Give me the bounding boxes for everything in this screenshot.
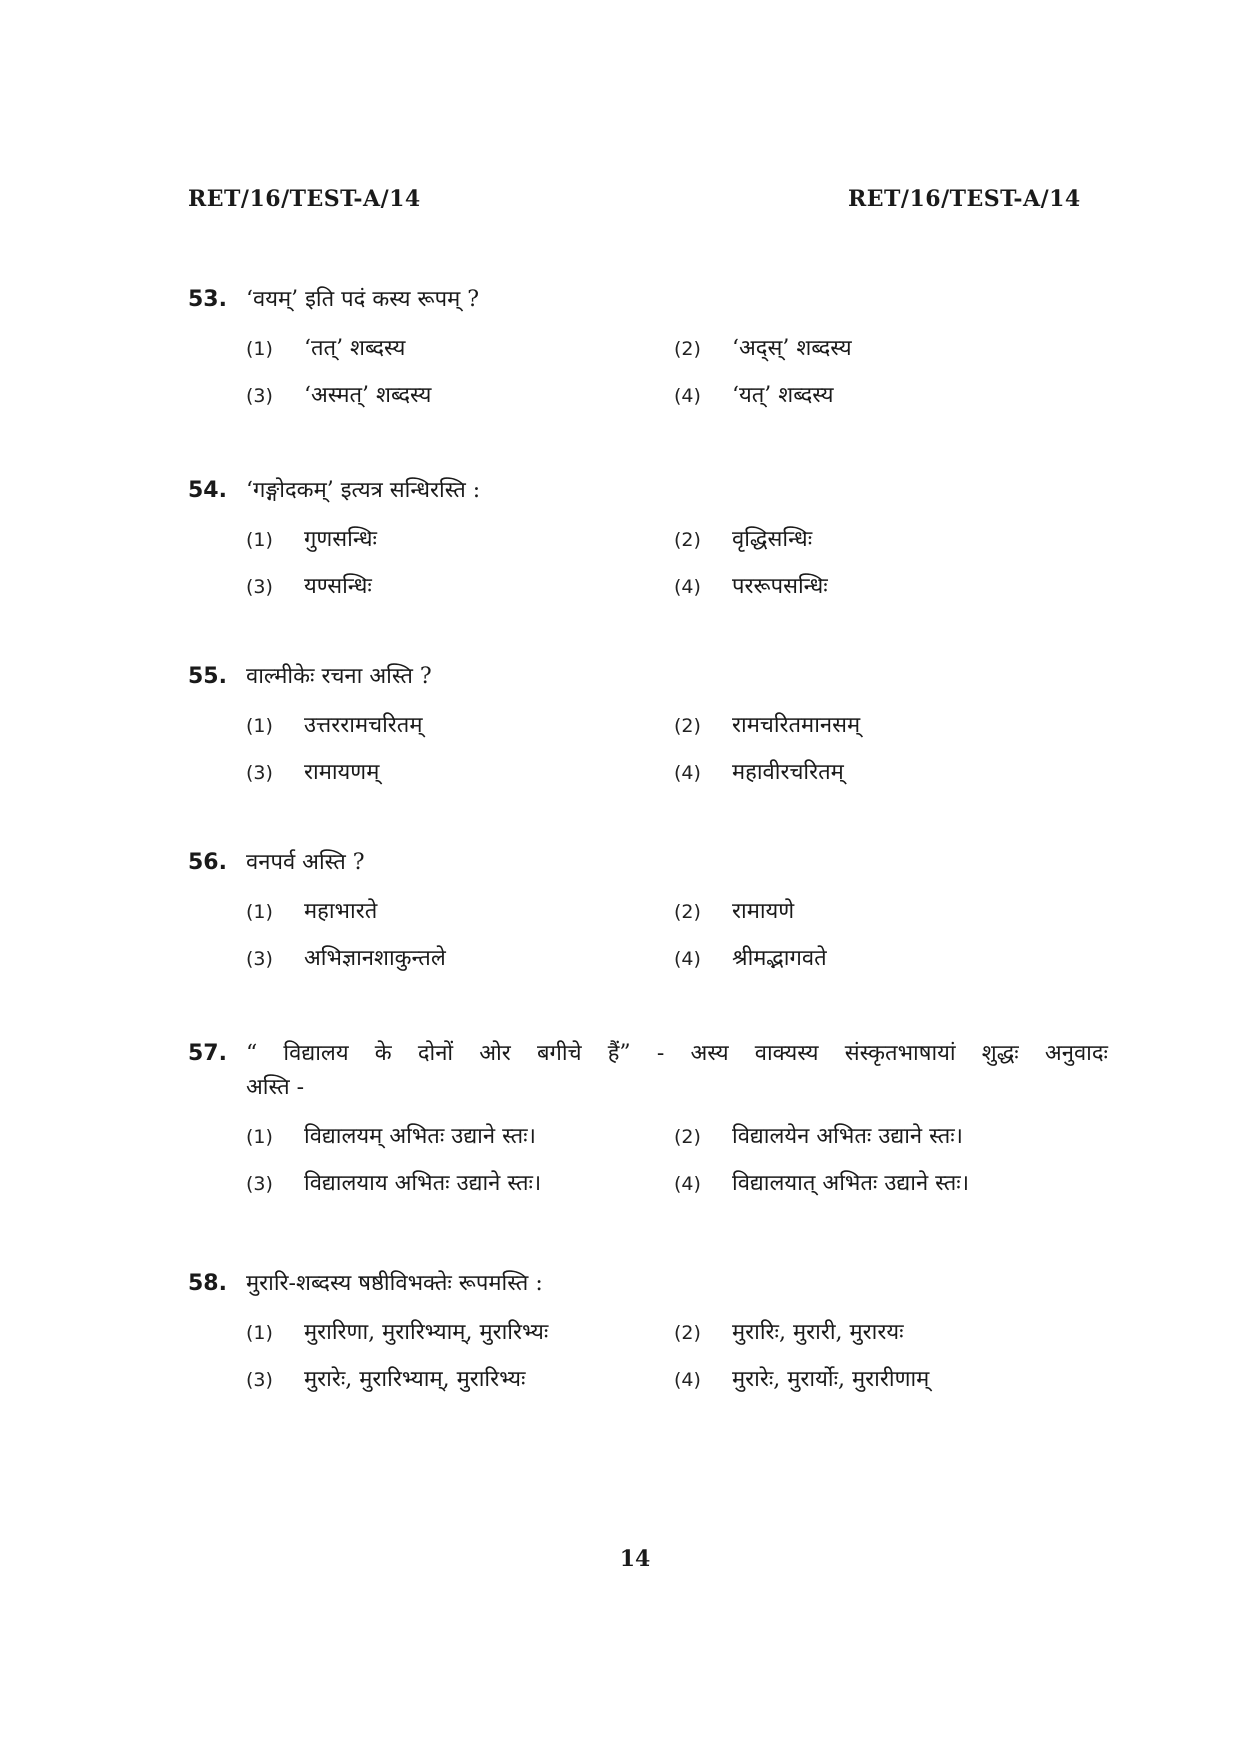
page-number: 14 — [619, 1546, 651, 1572]
option-number: (3) — [246, 385, 273, 407]
option-text: मुरारेः, मुरारिभ्याम्, मुरारिभ्यः — [304, 1367, 526, 1392]
option-number: (2) — [674, 1322, 701, 1344]
option-number: (4) — [674, 762, 701, 784]
option-1 — [246, 334, 674, 364]
option-number: (1) — [246, 338, 273, 360]
question-number: 58. — [188, 1271, 227, 1296]
option-2 — [674, 525, 1074, 555]
option-4 — [674, 1169, 1074, 1199]
question-text: मुरारि-शब्दस्य षष्ठीविभक्तेः रूपमस्ति : — [246, 1271, 543, 1296]
option-number: (4) — [674, 385, 701, 407]
option-3 — [246, 944, 674, 974]
option-text: मुरारिणा, मुरारिभ्याम्, मुरारिभ्यः — [304, 1320, 549, 1345]
option-3 — [246, 1169, 674, 1199]
option-number: (2) — [674, 1126, 701, 1148]
question-54 — [188, 474, 1108, 602]
option-2 — [674, 1122, 1074, 1152]
option-text: महाभारते — [304, 899, 378, 924]
question-text: ‘गङ्गोदकम्’ इत्यत्र सन्धिरस्ति : — [246, 478, 481, 503]
options-list — [246, 1318, 1108, 1395]
question-number: 57. — [188, 1041, 227, 1066]
question-57 — [188, 1037, 1108, 1199]
question-text-continuation: अस्ति - — [246, 1075, 305, 1100]
option-text: ‘अद्स्’ शब्दस्य — [732, 336, 852, 361]
option-number: (4) — [674, 948, 701, 970]
option-number: (2) — [674, 901, 701, 923]
option-text: गुणसन्धिः — [304, 527, 377, 552]
option-number: (3) — [246, 948, 273, 970]
option-1 — [246, 897, 674, 927]
option-text: मुरारेः, मुरार्योः, मुरारीणाम् — [732, 1367, 930, 1392]
options-list — [246, 525, 1108, 602]
option-number: (1) — [246, 715, 273, 737]
option-number: (3) — [246, 762, 273, 784]
question-number: 56. — [188, 850, 227, 875]
option-text: विद्यालयम् अभितः उद्याने स्तः। — [304, 1124, 536, 1149]
option-text: महावीरचरितम् — [732, 760, 844, 785]
option-text: वृद्धिसन्धिः — [732, 527, 813, 552]
question-55 — [188, 660, 1108, 788]
question-text: ‘वयम्’ इति पदं कस्य रूपम् ? — [246, 287, 480, 312]
question-text: वाल्मीकेः रचना अस्ति ? — [246, 664, 432, 689]
question-58 — [188, 1267, 1108, 1395]
option-4 — [674, 1365, 1074, 1395]
question-text: “ विद्यालय के दोनों ओर बगीचे हैं” - अस्य वाक्यस्य संस्कृतभाषायां शुद्धः अनुवादः — [246, 1041, 1108, 1066]
option-number: (1) — [246, 529, 273, 551]
header-code-left: RET/16/TEST-A/14 — [188, 186, 421, 212]
option-text: विद्यालयात् अभितः उद्याने स्तः। — [732, 1171, 970, 1196]
options-list — [246, 711, 1108, 788]
option-number: (1) — [246, 1322, 273, 1344]
option-number: (2) — [674, 338, 701, 360]
option-4 — [674, 758, 1074, 788]
question-number: 53. — [188, 287, 227, 312]
option-3 — [246, 381, 674, 411]
option-text: ‘अस्मत्’ शब्दस्य — [304, 383, 432, 408]
question-text: वनपर्व अस्ति ? — [246, 850, 365, 875]
option-text: ‘तत्’ शब्दस्य — [304, 336, 406, 361]
option-number: (3) — [246, 1173, 273, 1195]
option-4 — [674, 944, 1074, 974]
option-number: (1) — [246, 1126, 273, 1148]
option-3 — [246, 572, 674, 602]
option-number: (4) — [674, 1369, 701, 1391]
option-number: (2) — [674, 529, 701, 551]
option-number: (1) — [246, 901, 273, 923]
option-4 — [674, 572, 1074, 602]
option-text: विद्यालयेन अभितः उद्याने स्तः। — [732, 1124, 964, 1149]
option-text: रामायणम् — [304, 760, 380, 785]
option-text: विद्यालयाय अभितः उद्याने स्तः। — [304, 1171, 542, 1196]
option-3 — [246, 758, 674, 788]
option-text: अभिज्ञानशाकुन्तले — [304, 946, 446, 971]
option-1 — [246, 525, 674, 555]
options-list — [246, 334, 1108, 411]
option-1 — [246, 711, 674, 741]
option-3 — [246, 1365, 674, 1395]
option-2 — [674, 897, 1074, 927]
question-number: 54. — [188, 478, 227, 503]
option-number: (4) — [674, 576, 701, 598]
option-text: ‘यत्’ शब्दस्य — [732, 383, 834, 408]
option-1 — [246, 1318, 674, 1348]
option-2 — [674, 711, 1074, 741]
option-number: (3) — [246, 1369, 273, 1391]
option-number: (4) — [674, 1173, 701, 1195]
option-text: मुरारिः, मुरारी, मुरारयः — [732, 1320, 904, 1345]
option-4 — [674, 381, 1074, 411]
options-list — [246, 1122, 1108, 1199]
question-number: 55. — [188, 664, 227, 689]
option-text: श्रीमद्भागवते — [732, 946, 827, 971]
option-text: उत्तररामचरितम् — [304, 713, 423, 738]
header-code-right: RET/16/TEST-A/14 — [848, 186, 1081, 212]
option-number: (3) — [246, 576, 273, 598]
option-text: रामचरितमानसम् — [732, 713, 861, 738]
option-2 — [674, 334, 1074, 364]
option-text: पररूपसन्धिः — [732, 574, 828, 599]
option-1 — [246, 1122, 674, 1152]
question-53 — [188, 283, 1108, 411]
option-2 — [674, 1318, 1074, 1348]
option-text: यण्सन्धिः — [304, 574, 372, 599]
option-number: (2) — [674, 715, 701, 737]
options-list — [246, 897, 1108, 974]
option-text: रामायणे — [732, 899, 795, 924]
question-56 — [188, 846, 1108, 974]
